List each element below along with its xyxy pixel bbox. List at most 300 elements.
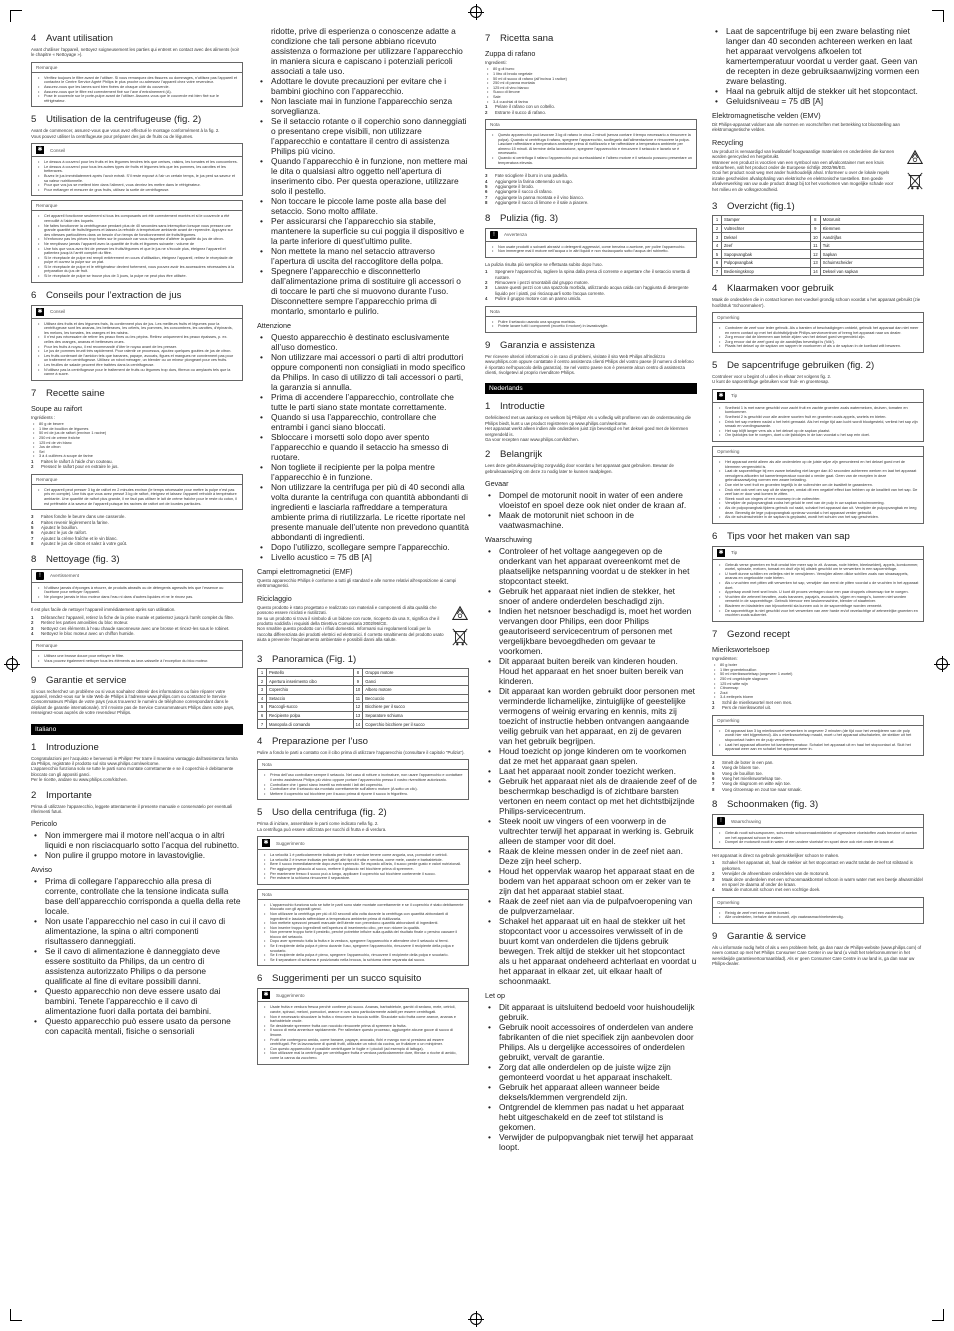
box-body [486, 242, 696, 257]
section-title: Uso della centrifuga (fig. 2) [272, 807, 387, 819]
part-number: 4 [713, 241, 722, 250]
table-row [713, 216, 924, 225]
recycling-icons [906, 149, 924, 191]
list-item: • De sapcentrifuge is niet geschikt voor het verwerken van zeer harde en/of vezelachtige of zetmeelrijke groenten en vruchten zoals suikerriet. [725, 609, 919, 618]
section-number: 2 [31, 789, 37, 801]
note-list [262, 903, 464, 963]
list-item: • Il n’est pas nécessaire de retirer les peaux fines ou les pépins. Retirez uniquement les peaux épaisses, p. ex. celles des oranges, ananas et betteraves crues. [44, 335, 238, 344]
box-label: Avvertenza [504, 232, 527, 238]
section-title: Garantie et service [46, 674, 127, 686]
list-item: • N’utilisez jamais d’éponges à récurer, de produits abrasifs ou de détergents agressifs tels que l’essence ou l’acétone pour nettoyer l’appareil. [44, 586, 238, 595]
part-number: 3 [258, 686, 267, 695]
list-item: • Le jus de pommes brunit très rapidement. Pour ralentir ce processus, ajoutez quelques gouttes de jus de citron. [44, 349, 238, 354]
part-name: Manopola di comando [267, 720, 354, 729]
note-list [36, 322, 238, 377]
body-text: Avant de commencer, assurez-vous que vous avez effectué le montage conformément à la fig. 2. Vous pouvez utiliser la centrifugeuse pour préparer des jus de fruits ou de légumes. [31, 128, 220, 139]
table-row [713, 233, 924, 242]
list-item: • Plaats het deksel op de sapkan om sappen te voorkomen of als u de sapkan in de koelkast wilt bewaren. [725, 344, 919, 349]
section-heading [31, 790, 243, 801]
crop-mark [10, 1309, 22, 1321]
list-item: • Indien het netsnoer beschadigd is, moet het worden vervangen door Philips, een door Philips geautoriseerd servicecentrum of personen met vergelijkbare bevoegdheden om gevaar te voorkomen. [499, 606, 697, 656]
list-item: • 1 litro di brodo vegetale [493, 72, 697, 77]
section-title: Suggerimenti per un succo squisito [272, 973, 422, 985]
step-text: Aggiungete il succo di rafano. [495, 189, 553, 195]
section-heading [31, 388, 243, 399]
list-item: • Dit apparaat buiten bereik van kinderen houden. Houd het apparaat en het snoer buiten bereik van kinderen. [499, 656, 697, 686]
step-number: 1 [485, 269, 488, 275]
list-item: • Steek nooit uw vingers of een voorwerp in de vultrechter. [725, 497, 919, 502]
list-item: • Houd toezicht op jonge kinderen om te voorkomen dat ze met het apparaat gaan spelen. [499, 746, 697, 766]
part-number: 9 [353, 677, 363, 686]
step-number: 2 [712, 871, 715, 877]
section-number: 7 [712, 628, 718, 640]
box-body [258, 900, 468, 966]
step-number: 6 [712, 775, 715, 781]
box-body [486, 130, 696, 168]
bullet-list [257, 26, 469, 316]
list-item: • 3-4 cucchiai di farina [493, 100, 697, 105]
section-heading [712, 531, 924, 542]
step-text: Aggiungete la panna montata e il vino bianco. [495, 194, 584, 200]
note-box [712, 312, 924, 353]
part-number: 8 [353, 668, 363, 677]
box-header [32, 306, 242, 319]
step-text: Nettoyez le bloc moteur avec un chiffon humide. [41, 630, 135, 636]
list-item: • Con questo apparecchio è possibile centrifugare le foglie e i piccioli (ad esempio di lattuga). [270, 1047, 464, 1052]
step-text: Pulire il gruppo motore con un panno umido. [495, 296, 582, 302]
step-text: Voeg de slagroom en witte wijn toe. [722, 781, 792, 787]
step-list [31, 615, 243, 637]
part-number: 11 [811, 241, 821, 250]
warning-icon: ! [717, 817, 725, 825]
step-list [31, 459, 243, 470]
body-text: Questo prodotto è stato progettato e realizzato con materiali e componenti di alta qualità che possono essere riciclati e riutilizzati. Se su un prodotto si trova il simbolo di un bidone con ruote, ricoperto da una X, significa che il prodotto soddisfa i requisiti della Direttiva Comunitaria 2002/96/CE. Non smaltire questo prodotto con i rifiuti domestici. Informarsi sui regolamenti locali per la raccolta differenziata dei prodotti elettrici ed elettronici. Il corretto smaltimento del prodotto usato aiuta a prevenire l’inquinamento ambientale e possibili danni alla salute. [257, 604, 444, 643]
box-header [258, 837, 468, 850]
list-item: • 50 ml de jus de raifort (environ 1 racine) [39, 431, 243, 436]
section-title: De sapcentrifuge gebruiken (fig. 2) [727, 360, 875, 371]
list-item: • Non immergere mai il motore nell’acqua o in altri liquidi e non risciacquarlo sotto l’acqua del rubinetto. [45, 830, 243, 850]
list-item: • Mettere il coperchio sul bicchiere per il succo prima di riporre il succo in frigorifero. [270, 792, 464, 797]
section-title: Klaarmaken voor gebruik [727, 283, 834, 295]
step-list [712, 760, 924, 792]
section-heading [485, 340, 697, 351]
body-text: Questo apparecchio Philips è conforme a tutti gli standard e alle norme relativi all’esposizione ai campi elettromagnetici. [257, 578, 457, 589]
part-name: Coperchio bicchiere per il succo [363, 720, 469, 729]
table-row [713, 224, 924, 233]
table-row [258, 677, 469, 686]
step-item [31, 631, 243, 636]
section-number: 6 [31, 289, 37, 301]
section-title: Garantie & service [727, 931, 806, 942]
list-item: • Utilisez des fruits et des légumes frais, ils contiennent plus de jus. Les meilleurs fruits et légumes pour la centrifugeuse sont les ananas, les betteraves, les céleris, les pommes, les concombres, les carottes, d’épinards, les melons, les tomates, les oranges et les raisins. [44, 322, 238, 336]
list-item: • 3 à 4 cuillères à soupe de farine [39, 454, 243, 459]
box-header [32, 63, 242, 73]
recycling-icons [451, 605, 469, 647]
part-number: 5 [713, 250, 722, 259]
part-number: 12 [811, 250, 821, 259]
note-list [490, 133, 692, 165]
list-item: • N’enfoncez pas les pièces trop fortes sur le poussoir car vous risqueriez d’altérer la qualité du jus de citron. [44, 237, 238, 242]
body-text: Il est plus facile de nettoyer l’appareil immédiatement après son utilisation. [31, 607, 176, 613]
tip-box [712, 546, 924, 622]
box-body [258, 850, 468, 884]
step-item [712, 787, 924, 792]
list-item: • Zout [720, 691, 924, 696]
list-item: • Per mantenere fresco il succo può a lungo, applicare il coperchio sul bicchiere contenente il succo. [270, 872, 464, 877]
part-name: Sapopvangbak [722, 250, 811, 259]
part-number: 14 [353, 720, 363, 729]
recycle-triangle-icon [906, 149, 924, 167]
step-text: Verwijder de afneembare onderdelen van de motorunit. [722, 871, 830, 877]
list-item: • Dompel de motorunit nooit in water of een andere vloeistof en spoel deze ook niet onder de kraan af. [725, 840, 919, 845]
box-header [32, 475, 242, 485]
section-number: 5 [257, 807, 263, 819]
part-number: 6 [258, 711, 267, 720]
section-heading [712, 360, 924, 371]
part-name: Schuimscheider [820, 259, 923, 268]
section-heading [257, 736, 469, 747]
registration-mark [470, 1313, 482, 1325]
table-row [258, 720, 469, 729]
table-row [713, 250, 924, 259]
note-box [257, 889, 469, 967]
box-label: Opmerking [717, 315, 740, 321]
step-number: 3 [485, 173, 488, 179]
note-list [36, 586, 238, 600]
section-heading [257, 973, 469, 984]
list-item: • Le dessus à couvercl pour tous les autres types de fruits et légumes tels que les pommes, les carottes et les betteraves. [44, 165, 238, 174]
list-item: • Sbloccare i morsetti solo dopo aver spento l’apparecchio e quando il setaccio ha smesso di ruotare. [271, 432, 469, 462]
list-item: • Appelsap wordt heel snel bruin. U kunt dit proces vertragen door een paar druppels citroensap toe te voegen. [725, 590, 919, 595]
subheading: Zuppa di rafano [485, 49, 536, 58]
box-label: Remarque [36, 203, 58, 209]
body-text: Si vous recherchez un problème ou si vous souhaitez obtenir des informations ou faire réparer votre appareil, rendez-vous sur le site Web de Philips à l’adresse www.philips.com ou contactez le Service Consommateurs Philips de votre pays (vous trouverez le numéro de téléphone correspondant dans le dépliant de garantie internationale). S’il n’existe pas de Service Consommateurs Philips dans votre pays, renseignez-vous auprès de votre revendeur Philips. [31, 688, 235, 716]
list-item: • Ne remplissez jamais l’appareil avec la quantité de fruits et légumes suivante : volume de [44, 242, 238, 247]
list-item: • Pour que vos jus se mettent bien dans l’aliment, vous devriez les mettre dans le réfrigérateur. [44, 183, 238, 188]
step-text: Aggiungete la farina ottenendo un sugo. [495, 178, 573, 184]
list-item: • Doe niet te veel fruit en groenten tegelijk in de vultrechter om de kwaliteit te garanderen. [725, 483, 919, 488]
table-row [258, 686, 469, 695]
box-body [258, 770, 468, 799]
note-box [257, 759, 469, 800]
subheading: Avviso [31, 865, 53, 875]
box-header [486, 307, 696, 317]
list-item: • Non utilizzare mai la centrifuga per centrifugare frutta e verdura particolarmente dure, fibrose o ricche di amido, come la canna da zucchero. [270, 1051, 464, 1060]
body-text: La pulizia risulta più semplice se effettuata subito dopo l’uso. [485, 261, 603, 267]
section-number: 6 [712, 530, 718, 542]
list-item: • Non utilizzare la centrifuga per più di 40 secondi alla volta durante la centrifuga con quantità abbondanti di ingredienti e lasciarla raffreddare a temperatura ambiente prima di riutilizzarla. [270, 912, 464, 921]
note-list [717, 406, 919, 438]
recycling-block [257, 605, 469, 647]
note-box [31, 474, 243, 510]
part-name: Recipiente polpa [267, 711, 354, 720]
body-text: Ingredienti: [485, 60, 507, 65]
list-item: • Druk niet ook veel om sap uit de stamper, omdat dit een negatief effect kan hebben op de kwaliteit van het sap. De zeef kan er door vast komen te zitten. [725, 488, 919, 497]
section-number: 3 [712, 201, 718, 213]
language-bar: Nederlands [485, 383, 697, 394]
part-name: Sapkan [820, 250, 923, 259]
list-item: • Geluidsniveau = 75 dB [A] [726, 96, 924, 106]
section-number: 4 [257, 735, 263, 747]
part-name: Gruppo motore [363, 668, 469, 677]
step-text: Voeg de bouillon toe. [722, 770, 764, 776]
part-number: 6 [713, 259, 722, 268]
list-item: • Per assicurarsi che l’apparecchio sia stabile, mantenere la superficie su cui poggia il dispositivo e la parte inferiore di quest’ultimo pulite. [271, 216, 469, 246]
box-label: Remarque [36, 476, 58, 482]
tip-box [712, 389, 924, 442]
part-number: 1 [258, 668, 267, 677]
tip-box [31, 143, 243, 196]
star-icon: ✱ [718, 392, 724, 399]
list-item: • 1 litre de bouillon de légumes [39, 427, 243, 432]
part-name: Coperchio [267, 686, 354, 695]
list-item: • Usate frutta e verdura fresca perché contiene più succo. Ananas, barbabietole, gambi di sedano, mele, cetrioli, carote, spinaci, meloni, pomodori, arance e uva sono particolarmente adatti per essere centrifugati. [270, 1005, 464, 1014]
list-item: • Raak de zeef niet aan via de pulpafvoeropening van de pulpverzamelaar. [499, 896, 697, 916]
body-text: Lees deze gebruiksaanwijzing zorgvuldig door voordat u het apparaat gaat gebruiken. Bewaar de gebruiksaanwijzing om deze zo nodig later te kunnen raadplegen. [485, 463, 674, 474]
box-header [258, 989, 468, 1002]
subheading: Mierikswortelsoep [712, 644, 770, 654]
step-text: Voeg de bloem toe. [722, 765, 760, 771]
section-title: Introductie [500, 401, 545, 413]
list-item: • Non togliete il recipiente per la polpa mentre l’apparecchio è in funzione. [271, 462, 469, 482]
part-number: 10 [811, 233, 821, 242]
step-text: Faites fondre le beurre dans une casserole. [41, 514, 126, 520]
list-item: • Jus de citron [39, 445, 243, 450]
list-item: • Maak de motorunit niet schoon in de vaatwasmachine. [499, 510, 697, 530]
part-number: 10 [353, 686, 363, 695]
list-item: • Potete lavare tutti i componenti (eccetto il motore) in lavastoviglie. [498, 324, 692, 329]
box-body [32, 485, 242, 509]
list-item: • Cet appareil fonctionne seulement si tous les composants ont été correctement montés et si le couvercle a été verrouillé à l’aide des loquets. [44, 214, 238, 223]
step-number: 3 [712, 876, 715, 882]
note-list [262, 773, 464, 796]
step-number: 7 [485, 194, 488, 200]
box-header [713, 447, 923, 457]
part-name: Beccuccio [363, 694, 469, 703]
step-text: Pressez le raifort pour en extraire le jus. [41, 464, 119, 470]
list-item: • Snelheid 1 is met name geschikt voor zacht fruit en zachte groenten zoals watermeloen, druiven, tomaten en komkommer. [725, 406, 919, 415]
box-body [32, 157, 242, 195]
list-item: • Het sap blijft langer vers als u het deksel op de sapkan plaatst. [725, 429, 919, 434]
part-name: Ganci [363, 677, 469, 686]
list-item: • Non utilizzare la centrifuga per più di 40 secondi alla volta durante la centrifuga con quantità abbondanti di ingredienti e lasciarla raffreddare a temperatura ambiente prima di riutilizzarla. Le ricette riportate nel presente manuale dell’utente non prevedono quantità abbondanti di ingredienti. [271, 482, 469, 542]
star-icon: ✱ [263, 840, 269, 847]
step-item [485, 269, 697, 280]
list-item: • Non pulire il gruppo motore in lavastoviglie. [45, 850, 243, 860]
subheading: Gevaar [485, 479, 509, 489]
list-item: • Gebruik het apparaat niet indien de stekker, het snoer of andere onderdelen beschadigd zijn. [499, 586, 697, 606]
section-title: Conseils pour l’extraction de jus [46, 289, 182, 301]
box-header [713, 716, 923, 726]
crop-mark [932, 10, 944, 22]
step-text: Faites le raifort à l’aide d’un couteau. [41, 458, 113, 464]
section-heading [31, 742, 243, 753]
list-item: • 80 g de beurre [39, 422, 243, 427]
star-icon: ✱ [718, 549, 724, 556]
box-body [713, 560, 923, 621]
body-text: Ingrediënten: [712, 655, 738, 661]
part-name: Raccogli-succo [267, 703, 354, 712]
box-label: Nota [262, 762, 272, 768]
step-number: 1 [31, 614, 34, 620]
list-item: • Non toccare le piccole lame poste alla base del setaccio. Sono molto affilate. [271, 196, 469, 216]
list-item: • Reinig de zeef met een zachte borstel. [725, 911, 919, 916]
section-number: 7 [485, 33, 491, 44]
step-number: 4 [485, 296, 488, 302]
list-item: • Als de pulpopvangbak tijdens gebruik vol raakt, schakel het apparaat dan uit. Verwijder de pulpopvangbak en leeg deze. Bevestig de lege pulpopvangbak opnieuw voordat u het apparaat verder gebruikt. [725, 506, 919, 515]
list-item: • Livello acustico = 75 dB [A] [271, 552, 469, 562]
star-icon: ✱ [263, 992, 269, 999]
warn-box [31, 569, 243, 604]
section-title: Recette saine [46, 387, 105, 399]
box-body [258, 1002, 468, 1063]
tip-box [31, 305, 243, 381]
part-number: 1 [713, 216, 722, 225]
step-item [712, 705, 924, 710]
body-text: Als u informatie nodig hebt of als u een probleem hebt, ga dan naar de Philips-website (www.philips.com) of neem contact op met het Philips Consumer Care Center in uw land (u vindt het telefoonnummer in het wereldwijde garantievertoornaanblad). Als er geen Consumer Care Centre in uw land is, ga dan naar uw Philips-dealer. [712, 945, 922, 967]
part-number: 13 [353, 711, 363, 720]
note-list [36, 76, 238, 104]
list-item: • Non utilizzare mai accessori o parti di altri produttori oppure componenti non consigliati in modo specifico da Philips. In caso di utilizzo di tali accessori o parti, la garanzia si annulla. [271, 352, 469, 392]
part-name: Bicchiere per il succo [363, 703, 469, 712]
list-item: • Controleer of het voltage aangegeven op de onderkant van het apparaat overeenkomt met de plaatselijke netspanning voordat u de stekker in het stopcontact steekt. [499, 546, 697, 586]
list-item: • 125 ml di vino bianco [493, 86, 697, 91]
part-number: 8 [811, 216, 821, 225]
box-label: Opmerking [717, 448, 740, 454]
section-number: 8 [712, 799, 718, 811]
step-number: 7 [31, 535, 34, 541]
part-number: 9 [811, 224, 821, 233]
section-title: Schoonmaken (fig. 3) [727, 799, 819, 811]
step-text: Fate sciogliere il burro in una padella. [495, 173, 568, 179]
section-title: Utilisation de la centrifugeuse (fig. 2) [46, 114, 202, 126]
box-label: Conseil [50, 147, 66, 153]
section-number: 8 [31, 553, 37, 565]
step-number: 8 [31, 541, 34, 547]
bullet-list [485, 490, 697, 530]
note-box [712, 446, 924, 524]
step-number: 2 [485, 109, 488, 115]
body-text: Pulire a fondo le parti a contatto con il cibo prima di utilizzare l’apparecchio (consultare il capitolo "Pulizia"). [257, 749, 465, 755]
section-heading [257, 807, 469, 818]
body-text: Dit Philips-apparaat voldoet aan alle normen en voorschriften met betrekking tot blootstelling aan elektromagnetische velden. [712, 122, 900, 133]
list-item: • Dit apparaat kan 3 kg mierikswortel verwerken in ongeveer 2 minuten (de tijd voor het verwijderen van de pulp wordt hier niet bijgerekend). Als u mierikswortelsap maakt, moet u het apparaat uitschakelen, de stekker uit het stopcontact halen en de pulp verwijderen. [725, 729, 919, 743]
list-item: • Gebruik het apparaat niet als de draaiende zeef of de beschermkap beschadigd is of zichtbare barsten vertonen en neem contact op met het dichtstbijzijnde Philips-servicecentrum. [499, 776, 697, 816]
step-item [712, 877, 924, 888]
section-title: Introduzione [46, 741, 99, 753]
note-list [36, 654, 238, 663]
list-item: • Quando si usa l’apparecchio, controllare che entrambi i ganci siano bloccati. [271, 412, 469, 432]
section-heading [712, 629, 924, 640]
box-label: Tip [731, 393, 738, 399]
note-box [31, 62, 243, 108]
section-heading [31, 554, 243, 565]
step-item [712, 887, 924, 892]
list-item: • La velocità 1 è particolarmente indicata per frutta e verdure tenere come anguria, uva, pomodori e cetrioli. [270, 853, 464, 858]
body-text: Avant d’utiliser l’appareil, nettoyez soigneusement les parties qui entrent en contact avec des aliments (voir le chapitre « Nettoyage »). [31, 47, 240, 58]
note-list [490, 320, 692, 329]
step-item [485, 200, 697, 205]
step-list [712, 860, 924, 892]
step-number: 6 [485, 189, 488, 195]
step-number: 3 [485, 285, 488, 291]
section-title: Nettoyage (fig. 3) [46, 553, 120, 565]
list-item: • Als u vruchten met pitten wilt verwerken tot sap, verwijder dan eerst de pitten voordat u de vruchten in het apparaat doet. [725, 581, 919, 590]
list-item: • Om ijsblokjes toe te voegen, doet u de ijsblokjes in de kan voordat u het sap erin doet. [725, 433, 919, 438]
list-item: • Non immergere mai il motore nell’acqua o in altri liquidi e non risciacquarlo sotto l’acqua del rubinetto. [498, 249, 692, 254]
part-name: Pulpopvangbak [722, 259, 811, 268]
box-label: Nota [490, 308, 500, 314]
step-item [485, 296, 697, 301]
list-item: • Questo apparecchio può essere usato da persone con capacità mentali, fisiche o sensoriali [45, 1016, 243, 1036]
list-item: • Als de schuimscheider in de sapkan is geplaatst, wordt het schuim van het sap gescheiden. [725, 515, 919, 520]
part-name: Vultrechter [722, 224, 811, 233]
section-heading [485, 449, 697, 460]
box-body [32, 73, 242, 107]
list-item: • Assurez-vous que les lames sont bien fixées de chaque côté du couvercle. [44, 85, 238, 90]
bullet-list [485, 546, 697, 986]
part-number: 3 [713, 233, 722, 242]
box-body [32, 651, 242, 666]
subheading: Riciclaggio [257, 593, 292, 603]
step-number: 7 [712, 781, 715, 787]
list-item: • Cet appareil peut presser 3 kg de raifort en 2 minutes environ (le temps nécessaire pour mettre la pulpe n’est pas pris en compte). Une fois que vous avez pressé 3 kg de raifort, éteignez et laissez l’appareil refroidir à température ambiante. Une quantité de raifort plus grande, il ne faut pas utiliser le lait de crème fraîche pour le reste du coton, il est préférable à la saveur de l’appareil puisque les racines de raifort ont de lourdes particules. [44, 488, 238, 506]
list-item: • Non mettete spezzoni pesanti manuale dell’utente non prevedono quantità abbondanti di ingredienti. [270, 921, 464, 926]
section-number: 9 [485, 339, 491, 351]
body-text: Ingrédients : [31, 414, 56, 420]
box-body [32, 211, 242, 281]
part-name: Klemmen [820, 224, 923, 233]
section-heading [485, 401, 697, 412]
bullet-list [485, 1002, 697, 1152]
list-item: • Laat het apparaat nooit zonder toezicht werken. [499, 766, 697, 776]
list-item: • Pour mélanger et mesurer de gros fruits, utilisez la sortie de centrifugeuse. [44, 188, 238, 193]
list-item: • Drink het sap meteen nadat u het hebt gemaakt. Als het enige tijd aan lucht wordt blootgesteld, verliest het sap zijn smaak en voedingswaarde. [725, 420, 919, 429]
section-heading [31, 114, 243, 125]
list-item: • Non mettete la mano nel setaccio attraverso l’apertura di uscita del raccoglitore della polpa. [271, 246, 469, 266]
list-item: • Zorg dat alle onderdelen op de juiste wijze zijn gemonteerd voordat u het apparaat inschakelt. [499, 1062, 697, 1082]
subheading: Waarschuwing [485, 535, 532, 545]
list-item: • 125 ml witte wijn [720, 682, 924, 687]
list-item: • 250 ml ongeklopte slagroom [720, 677, 924, 682]
box-header [713, 390, 923, 403]
list-item: • Dit apparaat kan worden gebruikt door personen met verminderde lichamelijke, zintuiglijke of geestelijke vermogens of weinig ervaring en kennis, mits zij toezicht of instructie hebben ontvangen aangaande veilig gebruik van het apparaat, en zij de gevaren van het gebruik begrijpen. [499, 686, 697, 746]
note-box [31, 640, 243, 667]
list-item: • Gebruik verse groenten en fruit omdat hier meer sap in zit. Ananas, rode bieten, bleekselderij, appels, komkommer, wortel, spinazie, meloen, tomaat en druif zijn bij uitstek geschikt om te verwerken in een sapcentrifuge. [725, 563, 919, 572]
section-title: Gezond recept [727, 628, 790, 640]
list-item: • Les fruits contenant de l’amidon tels que bananes, papaye, avocats, figues et mangues ne conviennent pas pour un traitement en centrifugeuse. Utilisez un robot ménager, un blender ou un mixeur plongeant pour ces fruits. [44, 354, 238, 363]
list-item: • Assurez-vous que le filtre est correctement fixé sur l’axe d’entraînement (A). [44, 90, 238, 95]
box-body [713, 726, 923, 755]
list-item: • Pulire il setaccio usando una spugna morbida. [498, 320, 692, 325]
note-list [36, 160, 238, 192]
step-text: Nettoyez ces éléments à l’eau chaude savonneuse avec une brosse et rincez-les sous le robinet. [41, 625, 230, 631]
step-number: 1 [712, 860, 715, 866]
body-text: Gefeliciteerd met uw aankoop en welkom bij Philips! Als u volledig wilt profiteren van de ondersteuning die Philips biedt, kunt u uw product registreren op www.philips.com/welcome. Het apparaat werkt alleen indien alle onderdelen juist zijn bevestigd en het deksel goed met de klemmen vergrendeld is. Ga voor recepten naar www.philips.com/kitchen. [485, 415, 691, 443]
bullet-list [712, 26, 924, 106]
crop-mark [10, 10, 22, 22]
list-item: • Sale [493, 95, 697, 100]
step-list [485, 104, 697, 115]
list-item: • L’apparecchio funziona solo se tutte le parti sono state montate correttamente e se il coperchio è stato debitamente bloccato con gli appositi ganci. [270, 903, 464, 912]
registration-mark [470, 6, 482, 18]
note-list [717, 563, 919, 618]
list-item: • Se il cavo di alimentazione è danneggiato deve essere sostituito da Philips, da un centro di assistenza autorizzato Philips o da persone qualificate al fine di evitare possibili danni. [45, 946, 243, 986]
step-number: 2 [31, 620, 34, 626]
table-row [713, 267, 924, 276]
part-number: 14 [811, 267, 821, 276]
parts-table [712, 215, 924, 276]
